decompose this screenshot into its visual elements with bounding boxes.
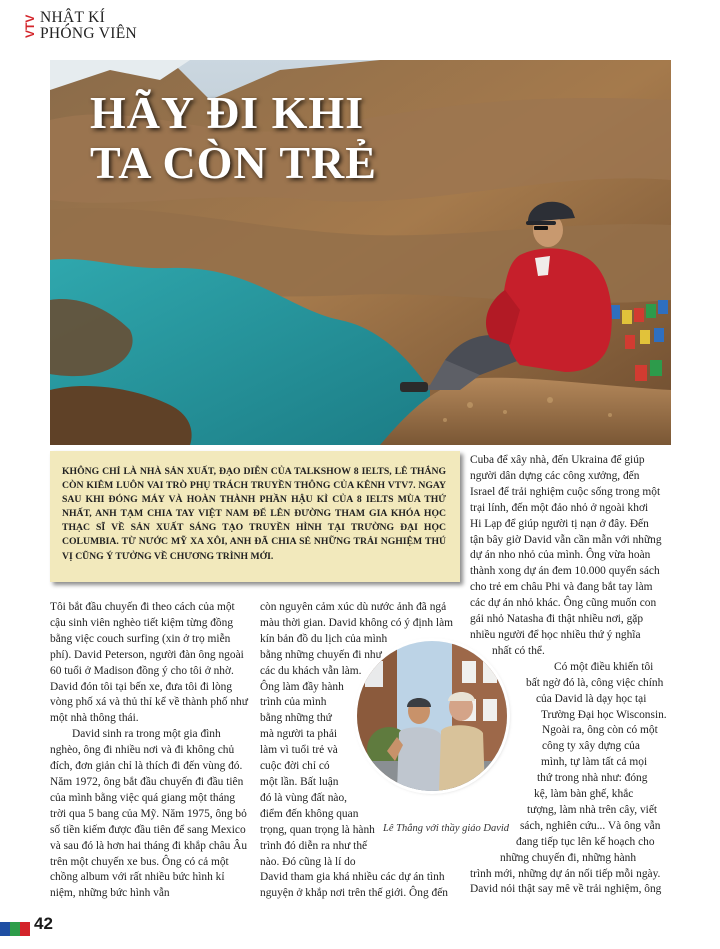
text-line: dự án nho nhỏ của mình. Ông vừa hoàn <box>470 549 651 562</box>
section-title-line2: PHÓNG VIÊN <box>40 25 138 42</box>
text-line: Cuba để xây nhà, đến Ukraina để giúp <box>470 454 645 466</box>
text-line: bằng những chuyến đi như <box>260 648 382 661</box>
paragraph: David sinh ra trong một gia đình nghèo, ông đi nhiều nơi và đi không chủ đích, đơn giản chỉ là thích đi đến vùng đó. Năm 1972, ông bắt đầu chuyến đi đầu tiên của mình bằng việc quá giang một tháng trời qua 5 bang của Mỹ. Năm 1975, ông bỏ số tiền kiếm được đầu tiên để sang Mexico và sau đó là hơn hai tháng đi khắp châu Âu trên một chuyến xe bus. Ông có cả một chồng album với rất nhiều bức hình kỉ niệm, những bức hình vẫn <box>50 728 248 900</box>
text-line: làm vì tuổi trẻ và <box>260 744 338 757</box>
text-line: người dân dựng các công xưởng, đến <box>470 469 640 482</box>
text-line: Ngoài ra, ông còn có một <box>542 724 658 737</box>
text-line: sách, nghiên cứu... Và ông vẫn <box>520 819 661 832</box>
intro-box: KHÔNG CHỈ LÀ NHÀ SẢN XUẤT, ĐẠO DIỄN CỦA TALKSHOW 8 IELTS, LÊ THẮNG CÒN KIÊM LUÔN VAI TRÒ PHỤ TRÁCH TRUYỀN THÔNG CỦA KÊNH VTV7. NGAY SAU KHI ĐÓNG MÁY VÀ HOÀN THÀNH PHẦN HẬU KÌ CỦA 8 IELTS MÙA THỨ NHẤT, ANH TẠM CHIA TAY VIỆT NAM ĐỂ LÊN ĐƯỜNG THAM GIA KHÓA HỌC THẠC SĨ VỀ SẢN XUẤT SÁNG TẠO TRUYỀN HÌNH TẠI TRƯỜNG ĐẠI HỌC COLUMBIA. TỪ NƯỚC MỸ XA XÔI, ANH ĐÃ CHIA SẺ NHỮNG TRẢI NGHIỆM THÚ VỊ CŨNG Ý TƯỞNG VỀ CHƯƠNG TRÌNH MỚI. <box>50 451 460 582</box>
text-line: cho trẻ em châu Phi và đang bắt tay làm <box>470 581 653 594</box>
text-line: đó là vùng đất nào, <box>260 791 347 804</box>
text-line: nhiều người để học nhiều thứ ý nghĩa <box>470 628 641 641</box>
section-title <box>40 10 137 42</box>
text-line: kệ, làm bàn ghế, khắc <box>534 788 634 801</box>
text-line: gái nhỏ Natasha đi thật nhiều nơi, gặp <box>470 613 644 626</box>
paragraph: Tôi bắt đầu chuyến đi theo cách của một cậu sinh viên nghèo tiết kiệm từng đồng bằng việc couch surfing (xin ở trọ miễn phí). David Peterson, người đàn ông ngoài 60 tuổi ở Madison đồng ý cho tôi ở nhờ. David đón tôi tại bến xe, đưa tôi đi lòng vòng phố xá và thủ thỉ kể về thành phố như một nhà thông thái. <box>50 601 248 725</box>
text-line: Trường Đại học Wisconsin. <box>541 708 667 721</box>
headline-line2: TA CÒN TRẺ <box>90 137 377 188</box>
text-line: trình của mình <box>260 696 327 709</box>
text-line: điểm đến không quan <box>260 807 359 820</box>
text-line: trình đó diễn ra như thế <box>260 839 368 852</box>
text-line: trình mới, những dự án nối tiếp mỗi ngày. <box>470 867 661 880</box>
text-line: một lần. Bất luận <box>260 775 339 788</box>
text-line: bất ngờ đó là, công việc chính <box>526 676 664 689</box>
text-line: bằng những thứ <box>260 712 332 725</box>
text-line: các du khách vẫn làm. <box>260 664 362 677</box>
text-line: công ty xây dựng của <box>542 740 640 753</box>
text-line: Có một điều khiến tôi <box>554 660 654 673</box>
text-line: màu thời gian. David không có ý định làm <box>260 616 453 629</box>
column-left <box>50 600 250 902</box>
headline-line1: HÃY ĐI KHI <box>90 87 365 138</box>
headline <box>90 88 377 188</box>
text-line: các dự án nhỏ khác. Ông cũng muốn con <box>470 597 657 610</box>
text-line: những chuyến đi, những hành <box>500 851 637 864</box>
inset-photo <box>357 641 507 791</box>
text-line: thứ trong nhà như: đóng <box>537 772 648 785</box>
text-line: nguyện ở khắp nơi trên thế giới. Ông đến <box>260 887 448 900</box>
text-line: trọng, quan trọng là hành <box>260 823 375 836</box>
text-line: cuộc đời chỉ có <box>260 760 330 773</box>
text-line: nào. Đó cũng là lí do <box>260 855 356 868</box>
text-line: thành xong dự án đem 10.000 quyển sách <box>470 565 660 578</box>
text-line: Hi Lạp để giúp người tị nạn ở đây. Đến <box>470 517 649 530</box>
text-line: tượng, làm nhà trên cây, viết <box>527 803 658 816</box>
brand-logo: VTV <box>23 14 37 38</box>
text-line: Ông làm đầy hành <box>260 680 344 693</box>
text-line: trại lính, đến một đảo nhỏ ở ngoài khơi <box>470 501 649 514</box>
text-line: mình, tự làm tất cả mọi <box>541 756 648 769</box>
text-line: David tham gia khá nhiều các dự án tình <box>260 871 445 884</box>
text-line: kín bản đồ du lịch của mình <box>260 632 388 645</box>
text-line: đang tiếp tục lên kế hoạch cho <box>516 835 655 848</box>
text-line: của David là dạy học tại <box>536 692 647 705</box>
photo-caption: Lê Thắng với thầy giáo David <box>383 823 510 834</box>
text-line: tận bây giờ David vẫn cần mẫn với những <box>470 533 662 546</box>
text-line: mà người ta phải <box>260 728 338 741</box>
page-number: 42 <box>34 914 53 933</box>
footer-color-bar <box>0 922 30 936</box>
text-line: nhất có thể. <box>492 644 545 657</box>
text-line: Israel để trải nghiệm cuộc sống trong một <box>470 485 661 498</box>
section-title-line1: NHẬT KÍ <box>40 9 106 26</box>
text-line: David nói thật say mê về trải nghiệm, ông <box>470 883 662 896</box>
text-line: còn nguyên cảm xúc dù nước ảnh đã ngả <box>260 601 447 613</box>
